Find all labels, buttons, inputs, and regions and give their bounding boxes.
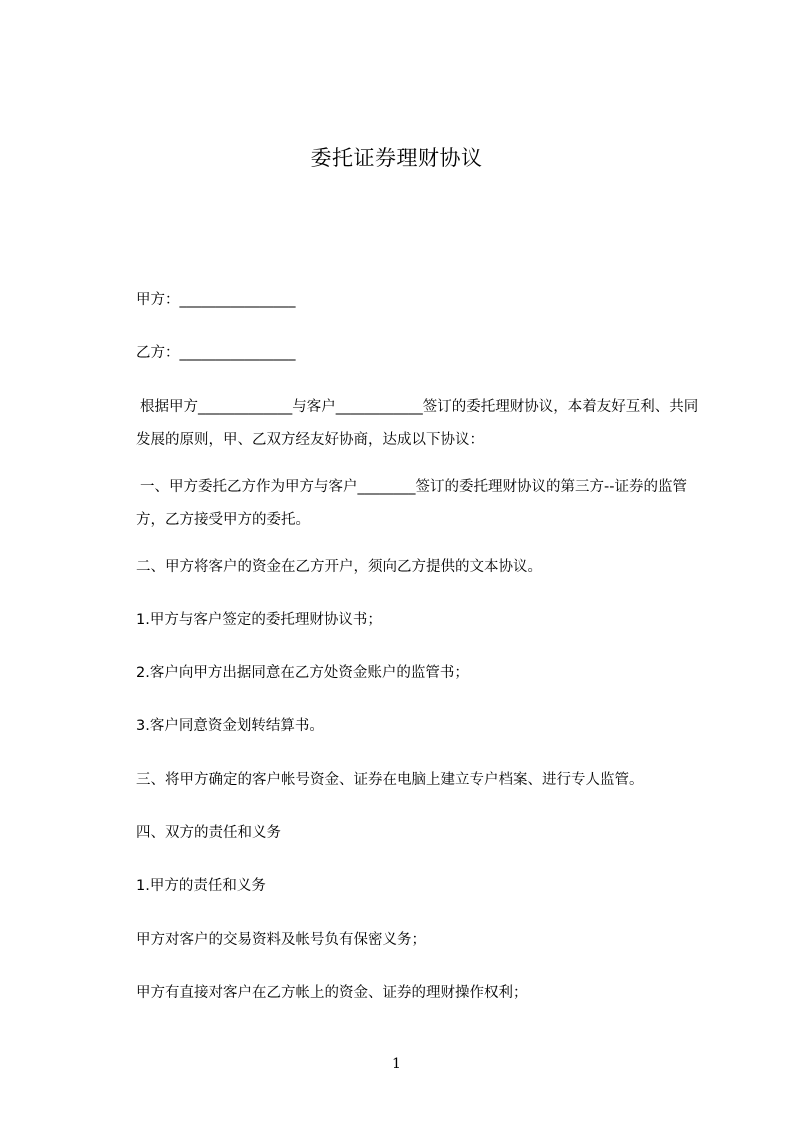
- clause-4-item-1: 1.甲方的责任和义务: [136, 878, 266, 894]
- clause-4-heading: 四、双方的责任和义务: [136, 825, 281, 841]
- clause-4-item-1-a: 甲方对客户的交易资料及帐号负有保密义务；: [136, 932, 426, 948]
- document-title: 委托证券理财协议: [310, 146, 483, 170]
- clause-2-item-1: 1.甲方与客户签定的委托理财协议书；: [136, 612, 382, 628]
- preamble-paragraph: 根据甲方_____________与客户____________签订的委托理财协议，本着友好互利、共同发展的原则，甲、乙双方经友好协商，达成以下协议：: [136, 399, 699, 448]
- clause-4-item-1-b: 甲方有直接对客户在乙方帐上的资金、证券的理财操作权利；: [136, 985, 528, 1001]
- party-a-line: 甲方：________________: [136, 292, 296, 308]
- clause-3-paragraph: 三、将甲方确定的客户帐号资金、证券在电脑上建立专户档案、进行专人监管。: [136, 772, 644, 788]
- party-b-line: 乙方：________________: [136, 345, 296, 361]
- clause-2-item-2: 2.客户向甲方出据同意在乙方处资金账户的监管书；: [136, 665, 469, 681]
- clause-2-paragraph: 二、甲方将客户的资金在乙方开户，须向乙方提供的文本协议。: [136, 559, 542, 575]
- clause-1-paragraph: 一、甲方委托乙方作为甲方与客户________签订的委托理财协议的第三方--证券的监管方，乙方接受甲方的委托。: [136, 479, 687, 528]
- clause-2-item-3: 3.客户同意资金划转结算书。: [136, 718, 324, 734]
- page-number: 1: [392, 1056, 401, 1072]
